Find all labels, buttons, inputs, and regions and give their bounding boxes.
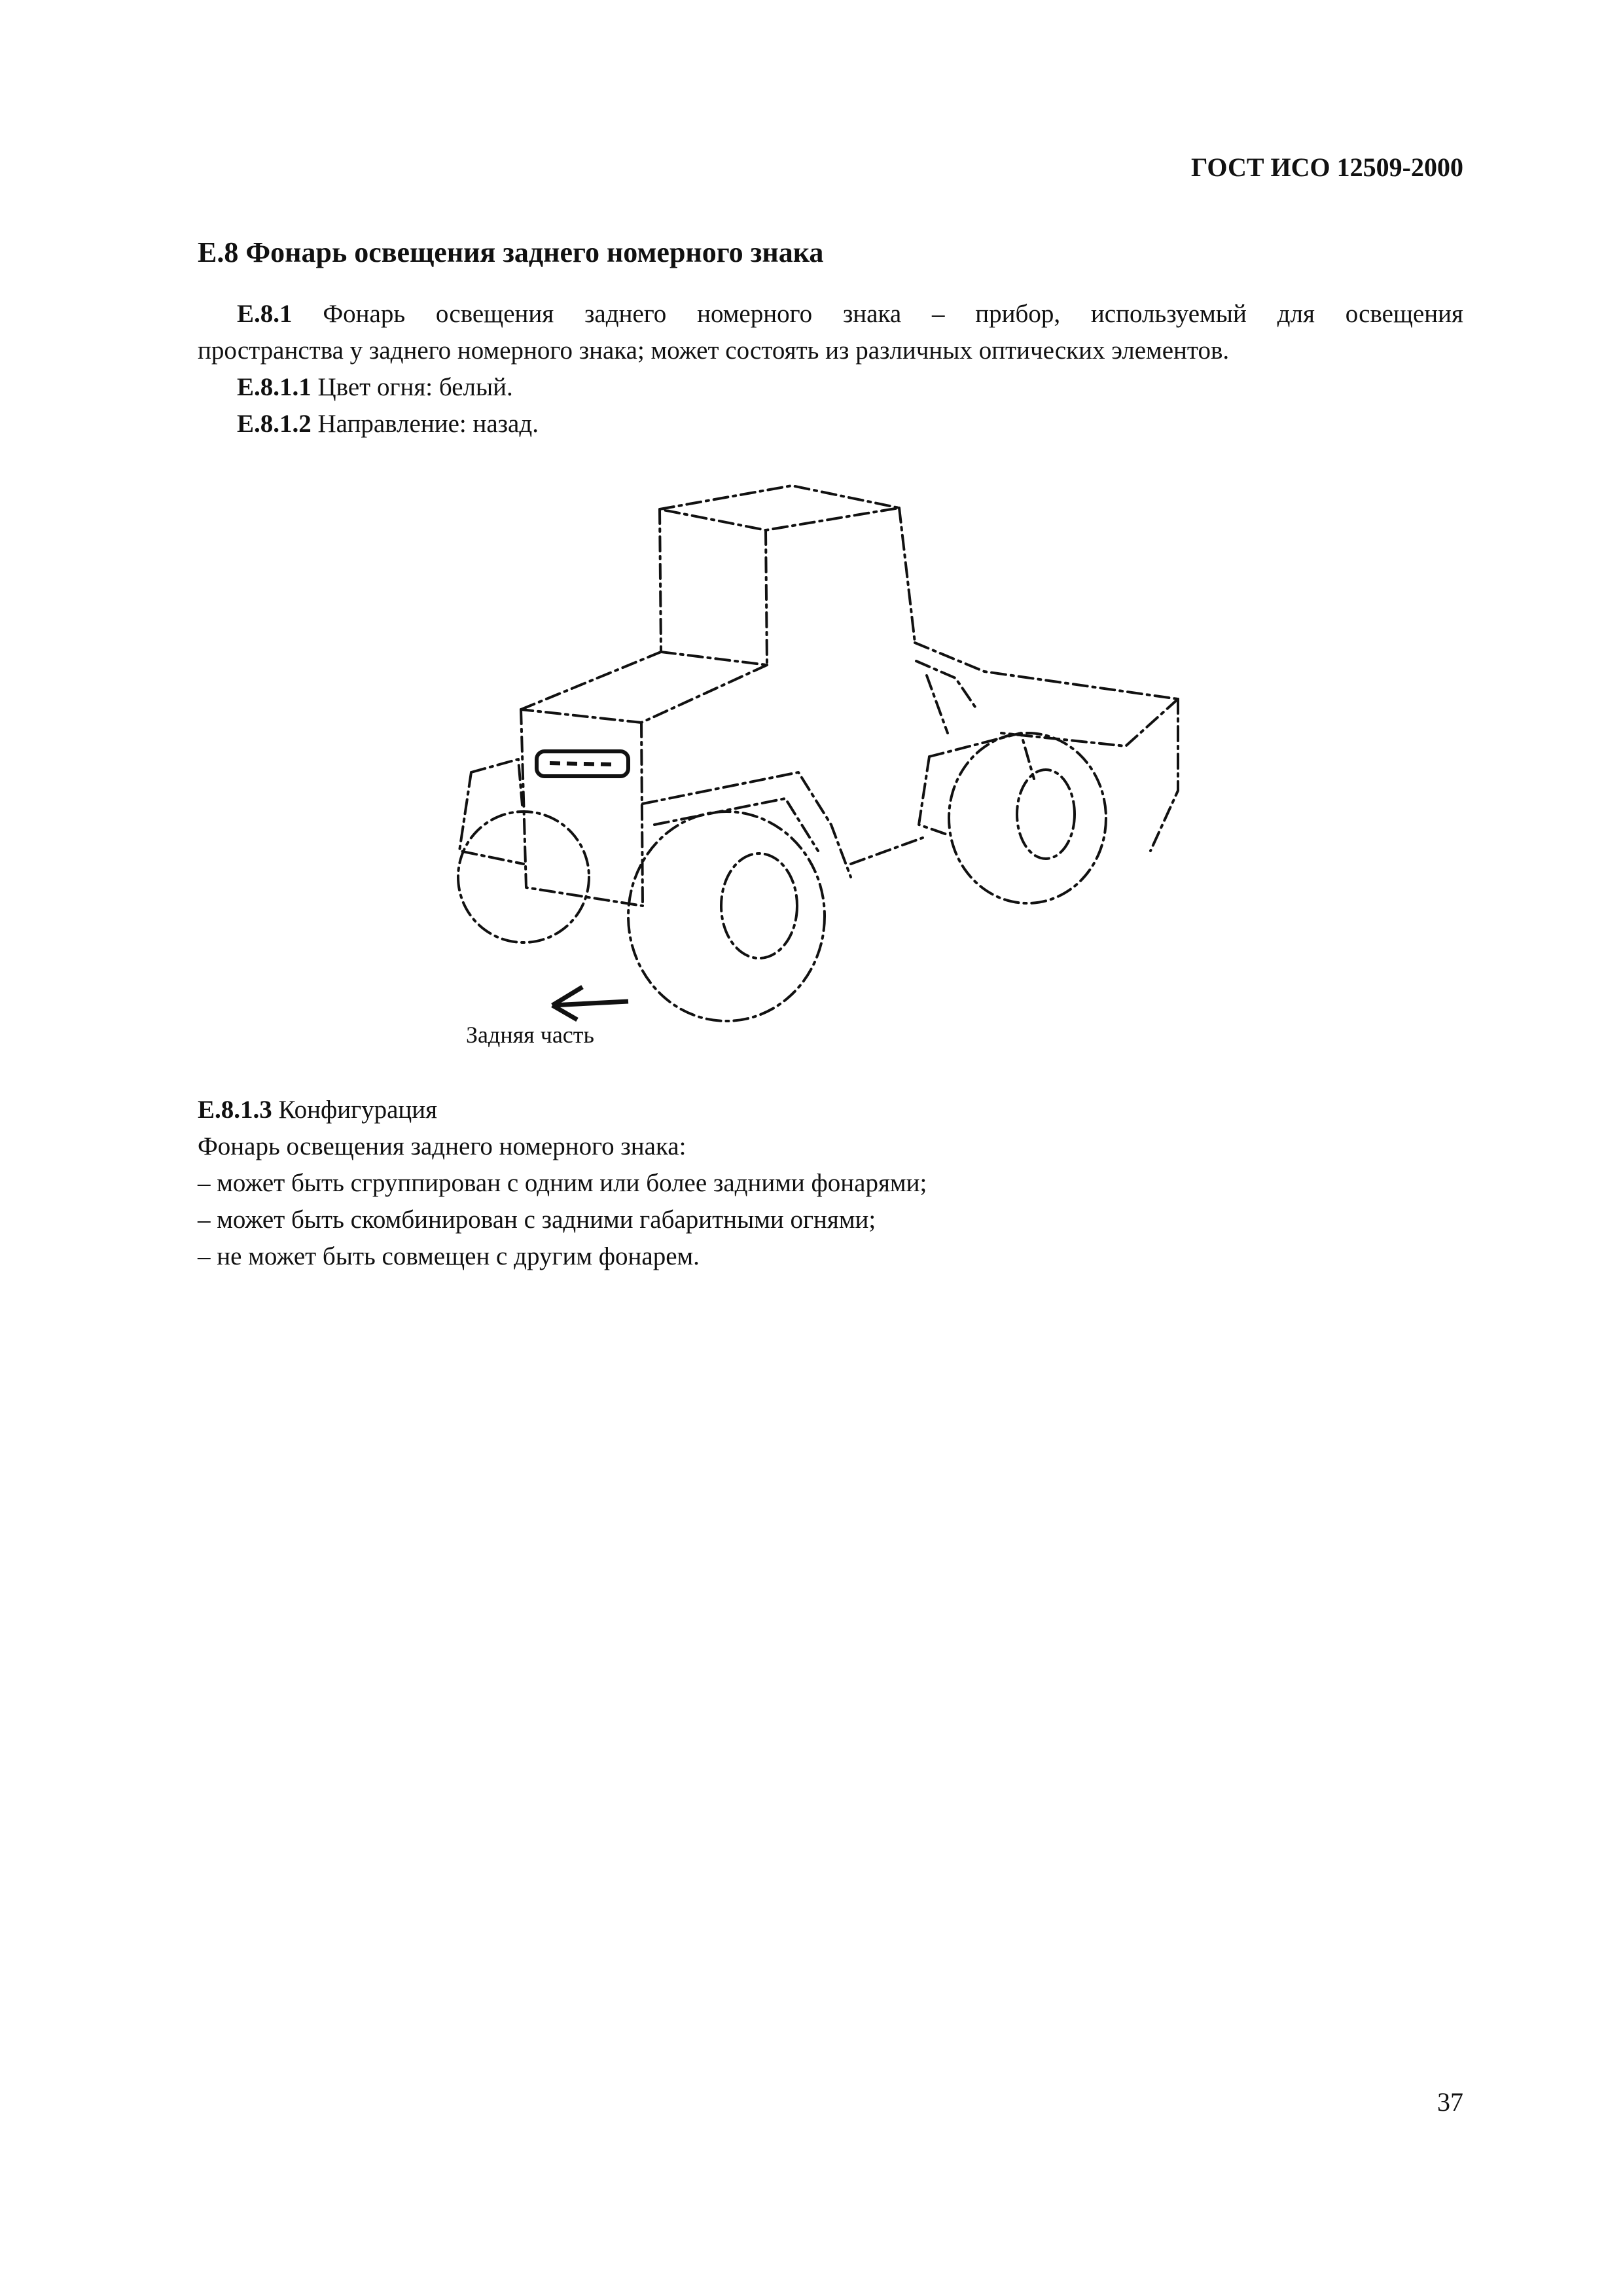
config-bullet-1: – может быть сгруппирован с одним или более задними фонарями; — [198, 1169, 927, 1197]
paragraph-e81-line1 — [198, 296, 1463, 332]
cab-center-post — [766, 530, 767, 665]
cab-front-left — [660, 509, 661, 652]
standard-code: ГОСТ ИСО 12509-2000 — [1190, 152, 1463, 182]
paragraph-e81-text1: Фонарь освещения заднего номерного знака – прибор, используемый для освещения — [292, 300, 1463, 328]
item-text-e811: Цвет огня: белый. — [311, 373, 513, 401]
hood-top — [521, 652, 767, 723]
hood-front — [521, 709, 643, 906]
fender-rear — [916, 661, 975, 733]
rear-wheel-hub — [1017, 770, 1075, 859]
cab-base — [661, 652, 767, 665]
configuration-intro: Фонарь освещения заднего номерного знака: — [198, 1132, 687, 1160]
item-number-e81: Е.8.1 — [237, 300, 293, 328]
item-text-e812: Направление: назад. — [311, 410, 539, 438]
rear-direction-arrow — [552, 1001, 628, 1005]
front-right-fender — [643, 772, 851, 877]
rear-body-top — [915, 643, 1178, 699]
paragraph-e81-text2: пространства у заднего номерного знака; может состоять из различных оптических элементов. — [198, 336, 1230, 365]
tractor-rear-illustration — [432, 471, 1204, 1086]
hood-side — [641, 723, 643, 906]
item-number-e811: Е.8.1.1 — [237, 373, 312, 401]
rear-body-edge — [1001, 699, 1178, 746]
item-e811 — [237, 369, 513, 406]
item-e812 — [237, 406, 539, 442]
cab-right-post — [899, 508, 915, 643]
config-bullet-2: – может быть скомбинирован с задними габаритными огнями; — [198, 1206, 876, 1234]
front-left-fender — [459, 759, 524, 864]
front-right-fender-inner — [654, 798, 818, 851]
item-number-e812: Е.8.1.2 — [237, 410, 312, 438]
cab-roof — [660, 486, 899, 530]
page-number: 37 — [1437, 2087, 1463, 2117]
item-text-e813: Конфигурация — [272, 1096, 438, 1124]
license-plate-lamp-detail — [550, 763, 615, 764]
section-title: Е.8 Фонарь освещения заднего номерного знака — [198, 236, 824, 268]
config-bullet-3: – не может быть совмещен с другим фонарем. — [198, 1242, 700, 1270]
paragraph-e81 — [198, 296, 1463, 369]
item-number-e813: Е.8.1.3 — [198, 1096, 272, 1124]
axle-link — [851, 838, 923, 864]
item-e813 — [198, 1092, 437, 1128]
front-right-hub — [721, 853, 797, 958]
figure-caption: Задняя часть — [466, 1022, 594, 1048]
